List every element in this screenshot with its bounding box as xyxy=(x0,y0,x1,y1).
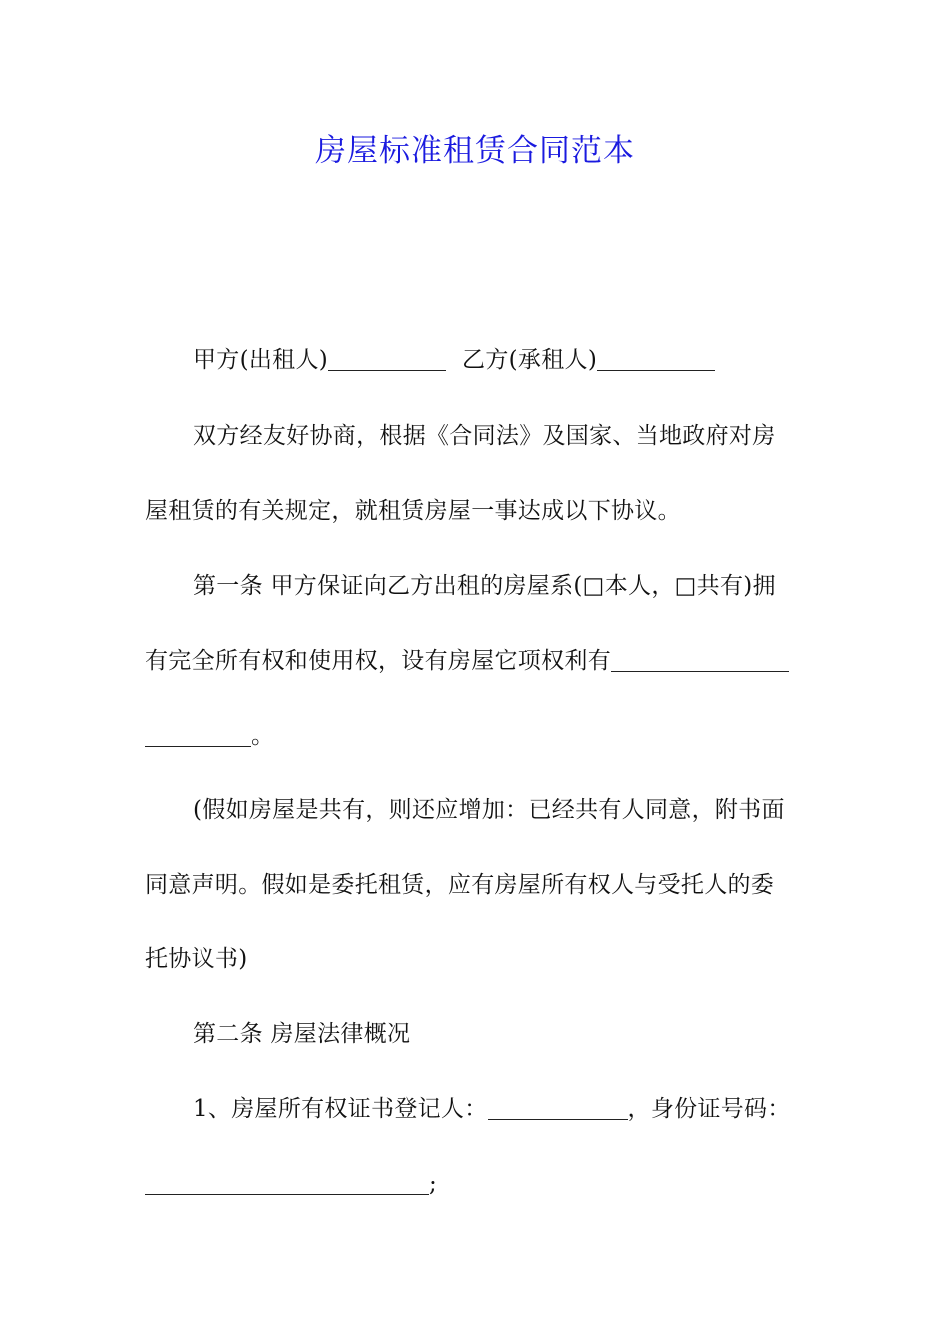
item1-id-label: ，身份证号码： xyxy=(627,1096,791,1122)
party-a-blank[interactable] xyxy=(328,346,446,371)
item1-line2 xyxy=(145,1166,810,1202)
article1-line1: 第一条 甲方保证向乙方出租的房屋系(□本人，□共有)拥 xyxy=(193,573,776,599)
other-rights-blank-2[interactable] xyxy=(145,722,251,747)
para1-line2: 屋租赁的有关规定，就租赁房屋一事达成以下协议。 xyxy=(145,498,681,524)
other-rights-blank-1[interactable] xyxy=(611,647,789,672)
note-line1: (假如房屋是共有，则还应增加：已经共有人同意，附书面 xyxy=(193,797,785,823)
item1-text: 1、房屋所有权证书登记人： xyxy=(193,1096,488,1122)
item1-end: ; xyxy=(429,1171,438,1197)
id-number-blank[interactable] xyxy=(145,1170,429,1195)
article2-heading: 第二条 房屋法律概况 xyxy=(193,1021,411,1047)
article1-line3 xyxy=(145,718,810,754)
party-b-label: 乙方(承租人) xyxy=(462,347,598,373)
item1-line1 xyxy=(145,1091,810,1127)
article1-line2 xyxy=(145,643,810,679)
party-a-label: 甲方(出租人) xyxy=(193,347,329,373)
party-b-blank[interactable] xyxy=(597,346,715,371)
article1-line2-text: 有完全所有权和使用权，设有房屋它项权利有 xyxy=(145,648,611,674)
para1-line1: 双方经友好协商，根据《合同法》及国家、当地政府对房 xyxy=(193,423,776,449)
note-line3: 托协议书) xyxy=(145,946,248,972)
note-line2: 同意声明。假如是委托租赁，应有房屋所有权人与受托人的委 xyxy=(145,872,775,898)
party-line xyxy=(145,342,810,378)
owner-name-blank[interactable] xyxy=(488,1095,628,1120)
document-title: 房屋标准租赁合同范本 xyxy=(315,133,635,169)
article1-line3-end: 。 xyxy=(251,723,275,749)
